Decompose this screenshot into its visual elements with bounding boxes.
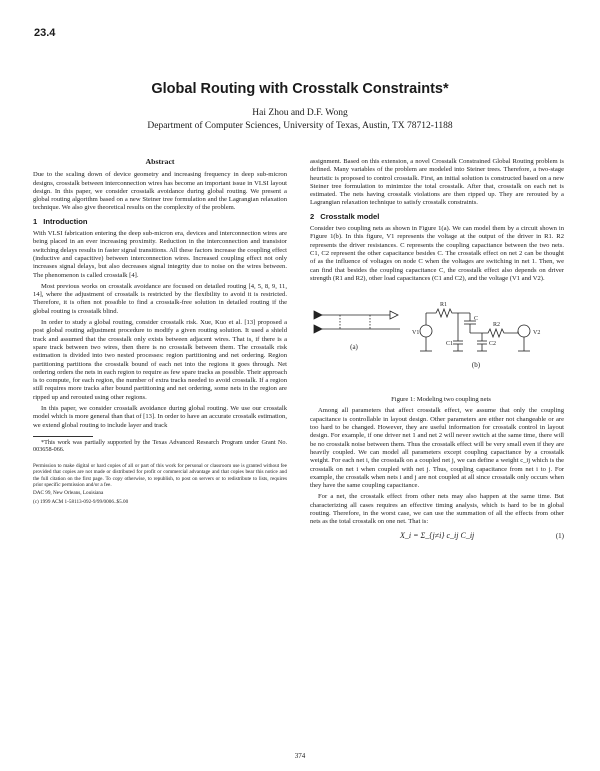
label-v1: V1 <box>412 330 420 337</box>
model-paragraph: Among all parameters that affect crosstalk effect, we assume that only the coupling capacitance is controllable in layout design. Other parameters are either not changeable or are too hard to be changed. However, they are useful information for crosstalk control in layout design. For example, if one driver net 1 and net 2 will never switch at the same time, there will be no crosstalk noise between them. Thus the crosstalk effect will be very small even if they are heavily coupled. We can model all parameters except coupling capacitance by a crosstalk weight. For each net i, the crosstalk on a coupled net j, we can define a weight c_ij which is the crosstalk on net i when coupled with net j. Thus, coupling capacitance from net i to j. For example, the crosstalk when nets i and j are not coupled at all since crosstalk only occurs when they have the same coupling capacitance. <box>310 407 564 490</box>
affiliation: Department of Computer Sciences, University of Texas, Austin, TX 78712-1188 <box>147 121 453 131</box>
copyright-line: Permission to make digital or hard copies of all or part of this work for personal or classroom use is granted without fee provided that copies are not made or distributed for profit or commercial advantage and that copies bear this notice and the full citation on the first page. To copy otherwise, to republish, to post on servers or to redistribute to lists, requires prior specific permission and/or a fee. <box>33 462 287 488</box>
section-heading-crosstalk-model <box>310 213 564 221</box>
page-number: 374 <box>294 752 306 760</box>
copyright-line: DAC 99, New Orleans, Louisiana <box>33 490 104 497</box>
model-paragraph: Consider two coupling nets as shown in Figure 1(a). We can model them by a circuit shown in Figure 1(b). In this figure, V1 represents the voltage at the output of the driver in R1. R2 represents the driver resistances. C represents the coupling capacitance between the two nets. C1, C2 represent the other capacitance besides C. The crosstalk effect on net 2 can be thought of as the influence of voltages on node C when the voltages are switching in net 1. Then, we can find that besides the coupling capacitance C, the crosstalk effect also depends on driver strength (R1 and R2), other load capacitances (C1 and C2), and the voltage (V1 and V2). <box>310 225 564 282</box>
intro-paragraph: In this paper, we consider crosstalk avoidance during global routing. We use our crosstalk model which is more general than that of [13]. In order to have an accurate crosstalk estimation, we extend global routing to include layer and track <box>33 405 287 429</box>
section-title: Introduction <box>43 216 88 226</box>
intro-paragraph: In order to study a global routing, consider crosstalk risk. Xue, Kuo et al. [13] proposed a post global routing adjustment procedure to modify a given routing solution. It used a shield track and assumed that the crosstalk only exists between adjacent wires. That is, if there is a spare track between two wires, then there is no crosstalk between them. The crosstalk risk estimation is divided into two nested processes: region partitioning and net ordering. Region partitioning partitions the crosstalk bound of each net into the regions it goes through. Net ordering orders the nets in each region to require as few spare tracks as possible. Their approach is to compute, for each region, the number of extra tracks needed to avoid crosstalk. If a region still requires more tracks after bound partitioning and net ordering, some nets in the region are ripped up and rerouted using other regions. <box>33 319 287 401</box>
figure-1a-wires <box>314 311 400 333</box>
intro-continuation: assignment. Based on this extension, a novel Crosstalk Constrained Global Routing problem is defined. Many variables of the problem are modeled into Steiner trees. Therefore, a two-stage heuristic is proposed to control crosstalk. First, an initial solution is constructed based on a new Steiner tree formulation to minimize the total crosstalk. After that, crosstalk on each net is estimated. The nets having crosstalk violations are then ripped up. They are rerouted by a Lagrangian relaxation technique to satisfy crosstalk constraints. <box>310 158 564 207</box>
section-title: Crosstalk model <box>320 211 380 221</box>
label-v2: V2 <box>533 330 541 337</box>
section-heading-introduction <box>33 218 287 226</box>
left-column <box>33 158 287 507</box>
label-c1: C1 <box>446 341 454 348</box>
footnote-rule <box>33 436 93 437</box>
right-column <box>310 158 564 540</box>
footnote: *This work was partially supported by the Texas Advanced Research Program under Grant No. 003658-066. <box>33 438 287 454</box>
figure-1 <box>310 289 564 393</box>
section-number: 1 <box>33 216 38 226</box>
intro-paragraph: With VLSI fabrication entering the deep sub-micron era, devices and interconnection wires are being placed in an ever increasing proximity. Reduction in the interconnection and transistor switching delays results in faster signal transitions. All these factors increase the coupling effect (inductive and capacitive) between interconnection wires. Increased coupling effect not only increases signal delays, but also decreases signal integrity due to noise on the wires between. The phenomenon is called crosstalk [4]. <box>33 230 287 279</box>
authors: Hai Zhou and D.F. Wong <box>252 108 348 118</box>
abstract-text: Due to the scaling down of device geometry and increasing frequency in deep sub-micron designs, crosstalk between interconnection wires has become an important issue in VLSI layout design. In this paper, we consider crosstalk avoidance during global routing. We present a global routing algorithm based on a new Steiner tree formulation and the Lagrangian relaxation technique. We also give theoretical results on the complexity of the problem. <box>33 171 287 212</box>
section-number: 2 <box>310 211 315 221</box>
figure-1-diagram <box>310 289 564 393</box>
copyright-block <box>33 463 287 505</box>
session-number: 23.4 <box>34 27 56 39</box>
figure-1a-label: (a) <box>350 343 358 352</box>
equation-number: (1) <box>555 531 564 540</box>
label-r1: R1 <box>440 302 448 309</box>
paper-title: Global Routing with Crosstalk Constraints* <box>151 81 449 97</box>
figure-caption: Figure 1: Modeling two coupling nets <box>391 396 491 404</box>
copyright-line: (c) 1999 ACM 1-58113-092-9/99/0006..$5.00 <box>33 498 129 505</box>
figure-1b-label: (b) <box>471 361 481 370</box>
equation-1 <box>310 532 564 540</box>
equation-body: X_i = Σ_{j≠i} c_ij C_ij <box>400 530 475 540</box>
label-r2: R2 <box>493 322 501 329</box>
abstract-heading: Abstract <box>145 157 175 166</box>
label-c2: C2 <box>489 341 497 348</box>
label-c: C <box>474 316 479 323</box>
model-paragraph: For a net, the crosstalk effect from other nets may also happen at the same time. But characterizing all cases requires an effective timing analysis, which is hard to be in global routing. Therefore, in the worst case, we can use the summation of all the effects from other nets as the total crosstalk on one net. That is: <box>310 493 564 526</box>
intro-paragraph: Most previous works on crosstalk avoidance are focused on detailed routing [4, 5, 8, 9, 11, 14], where the adjustment of crosstalk is restricted by the flexibility to avoid it is restricted. Therefore, it is often not possible to find a crosstalk-free solution in detailed routing if the global routing is crosstalk blind. <box>33 282 287 315</box>
